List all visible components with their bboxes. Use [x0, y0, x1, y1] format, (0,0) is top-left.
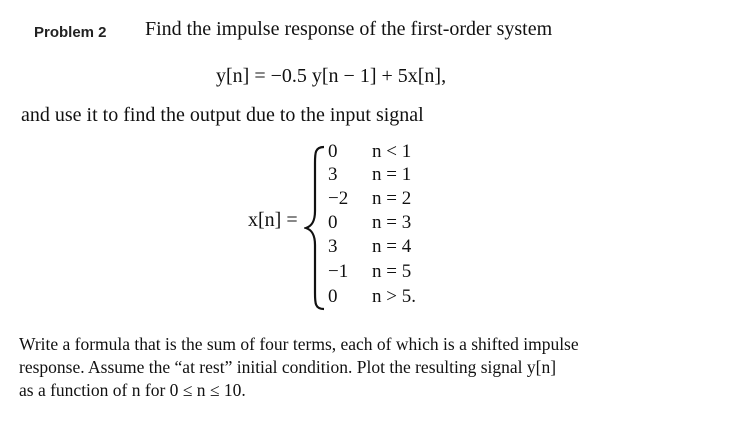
use-text: and use it to find the output due to the input signal	[21, 104, 424, 126]
problem-label: Problem 2	[34, 24, 107, 41]
case-7-value: 0	[328, 286, 338, 307]
case-4-value: 0	[328, 212, 338, 233]
case-3-value: −2	[328, 188, 349, 209]
case-2-condition: n = 1	[372, 164, 412, 185]
case-4-condition: n = 3	[372, 212, 412, 233]
case-1-condition: n < 1	[372, 141, 412, 162]
left-brace	[304, 145, 326, 311]
case-5-condition: n = 4	[372, 236, 412, 257]
case-1-value: 0	[328, 141, 338, 162]
task-line-2: response. Assume the “at rest” initial condition. Plot the resulting signal y[n]	[19, 357, 557, 377]
case-6-condition: n = 5	[372, 261, 412, 282]
case-2-value: 3	[328, 164, 338, 185]
problem-intro: Find the impulse response of the first-order system	[145, 18, 553, 40]
case-7-condition: n > 5.	[372, 286, 416, 307]
case-3-condition: n = 2	[372, 188, 412, 209]
task-line-3: as a function of n for 0 ≤ n ≤ 10.	[19, 380, 246, 400]
system-equation: y[n] = −0.5 y[n − 1] + 5x[n],	[216, 65, 447, 87]
case-5-value: 3	[328, 236, 338, 257]
case-6-value: −1	[328, 261, 349, 282]
task-line-1: Write a formula that is the sum of four terms, each of which is a shifted impulse	[19, 334, 579, 354]
signal-lhs: x[n] =	[248, 209, 298, 231]
